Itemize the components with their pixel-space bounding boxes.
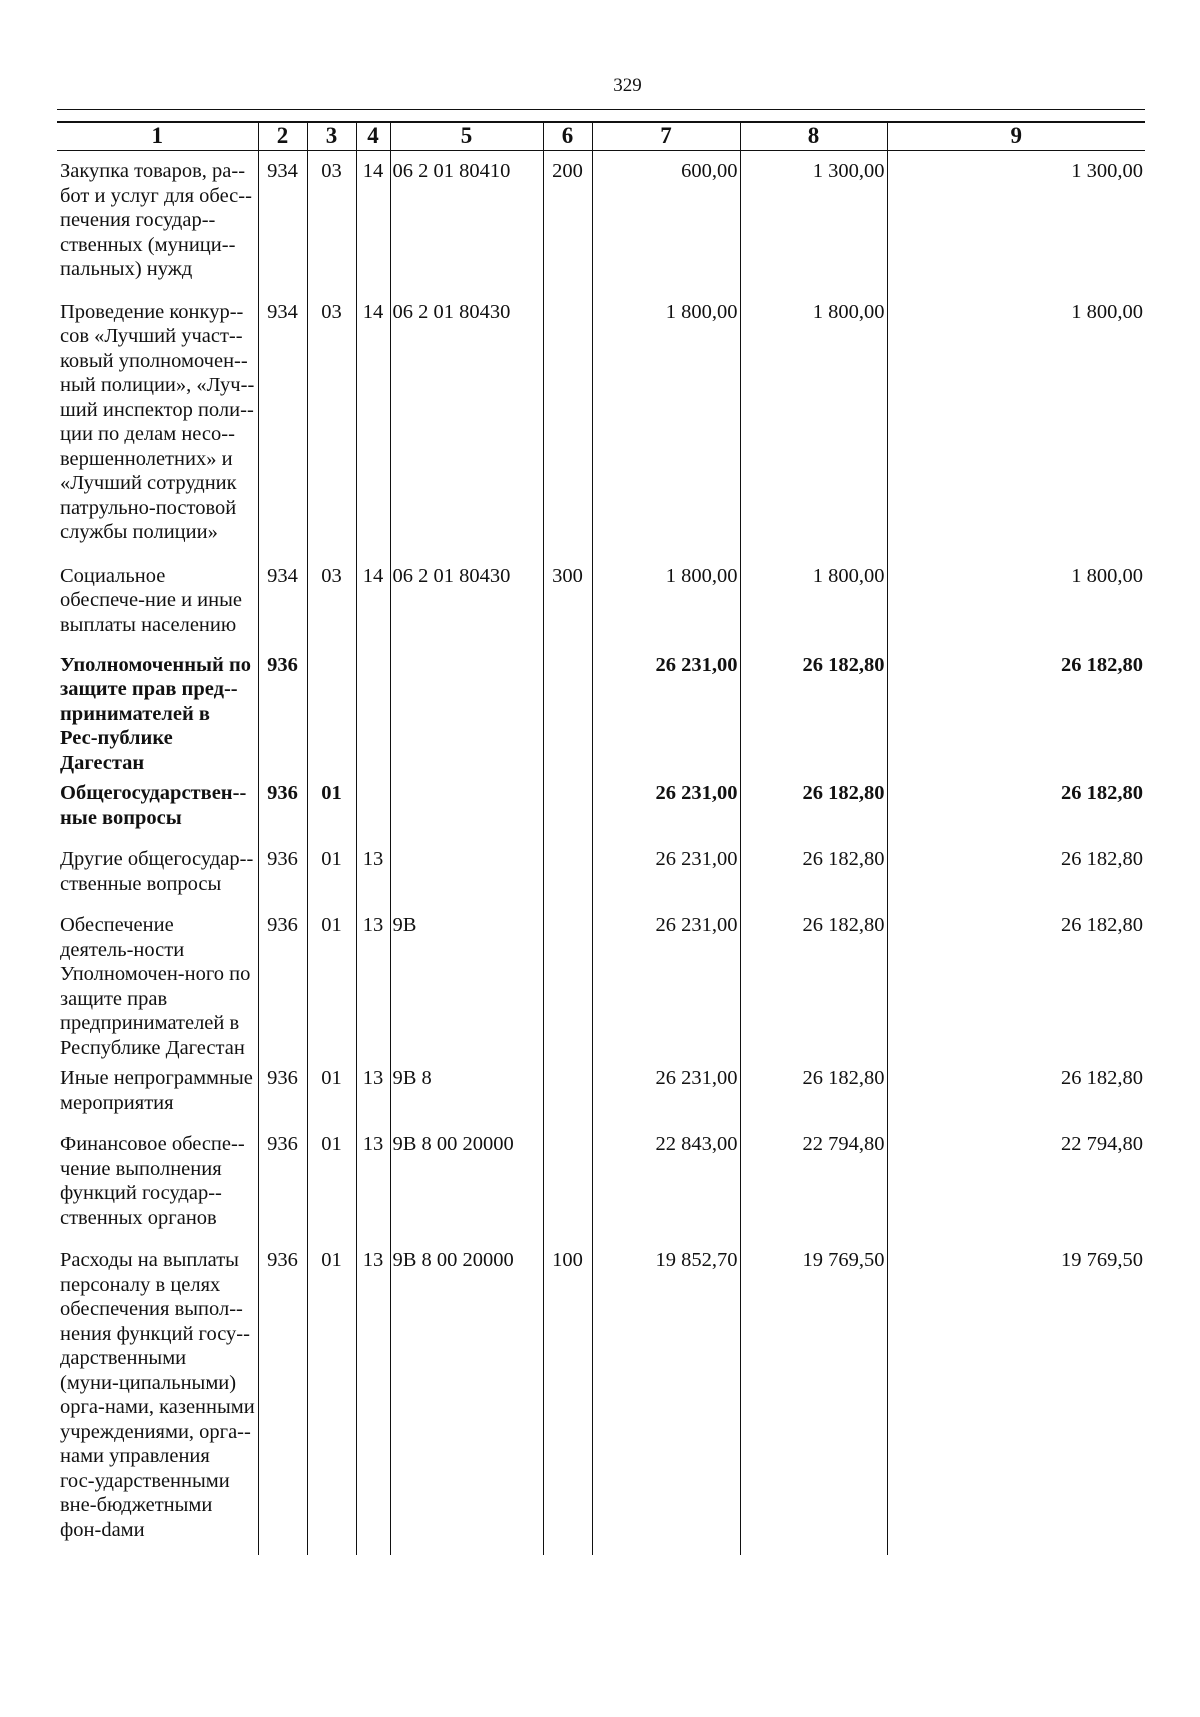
cell-col-3: 03 (307, 294, 356, 558)
cell-col-3: 01 (307, 907, 356, 1060)
table-body (57, 151, 1145, 1556)
row-name: Обеспечение деятель-ности Уполномочен-ного по защите прав предпринимателей в Республике Дагестан (60, 914, 251, 1059)
cell-col-6 (543, 775, 592, 841)
cell-col-9: 22 794,80 (887, 1126, 1145, 1242)
cell-col-5: 06 2 01 80410 (390, 151, 543, 294)
cell-col-3: 01 (307, 841, 356, 907)
cell-col-4 (356, 775, 390, 841)
cell-col-3: 03 (307, 151, 356, 294)
cell-col-3: 01 (307, 1126, 356, 1242)
cell-col-3: 01 (307, 1242, 356, 1555)
cell-col-6 (543, 907, 592, 1060)
cell-col-5: 9В (390, 907, 543, 1060)
row-name: Проведение конкур-сов «Лучший участ-ковый уполномочен-ный полиции», «Луч-ший инспектор поли-ции по делам несо-вершеннолетних» и «Лучший сотрудник патрульно-постовой службы полиции» (60, 300, 255, 543)
cell-col-7: 19 852,70 (592, 1242, 740, 1555)
cell-col-7: 26 231,00 (592, 841, 740, 907)
col-header-5: 5 (390, 122, 543, 151)
cell-col-8: 1 800,00 (740, 294, 887, 558)
row-name: Финансовое обеспе-чение выполнения функций государ-ственных органов (60, 1133, 245, 1229)
cell-col-3: 01 (307, 775, 356, 841)
cell-col-3: 01 (307, 1060, 356, 1126)
cell-col-4: 14 (356, 294, 390, 558)
row-name: Закупка товаров, ра-бот и услуг для обес-печения государ-ственных (муници-пальных) нужд (60, 160, 252, 280)
table-row (57, 1060, 1145, 1126)
cell-col-4: 13 (356, 1060, 390, 1126)
cell-col-8: 26 182,80 (740, 647, 887, 776)
cell-col-5 (390, 647, 543, 776)
cell-col-7: 26 231,00 (592, 775, 740, 841)
cell-col-6 (543, 294, 592, 558)
cell-col-6 (543, 1060, 592, 1126)
col-header-7: 7 (592, 122, 740, 151)
cell-col-7: 26 231,00 (592, 907, 740, 1060)
cell-col-2: 936 (258, 647, 307, 776)
cell-col-5: 9В 8 00 20000 (390, 1126, 543, 1242)
col-header-1: 1 (57, 122, 258, 151)
cell-col-4: 14 (356, 558, 390, 647)
table-row (57, 1242, 1145, 1555)
cell-col-6 (543, 647, 592, 776)
col-header-6: 6 (543, 122, 592, 151)
cell-col-8: 26 182,80 (740, 907, 887, 1060)
cell-col-3: 03 (307, 558, 356, 647)
cell-col-2: 936 (258, 1126, 307, 1242)
cell-col-6 (543, 841, 592, 907)
table-row (57, 1126, 1145, 1242)
cell-col-5: 06 2 01 80430 (390, 558, 543, 647)
cell-col-9: 19 769,50 (887, 1242, 1145, 1555)
cell-col-6: 300 (543, 558, 592, 647)
cell-col-9: 26 182,80 (887, 775, 1145, 841)
cell-col-9: 1 800,00 (887, 294, 1145, 558)
row-name: Социальное обеспече-ние и иные выплаты населению (60, 564, 242, 636)
cell-col-2: 936 (258, 1060, 307, 1126)
col-header-8: 8 (740, 122, 887, 151)
row-name: Общегосударствен-ные вопросы (60, 782, 247, 829)
cell-col-5 (390, 775, 543, 841)
table-row (57, 647, 1145, 776)
budget-table (57, 122, 1145, 1555)
cell-col-8: 26 182,80 (740, 841, 887, 907)
col-header-2: 2 (258, 122, 307, 151)
cell-col-2: 936 (258, 841, 307, 907)
cell-col-9: 26 182,80 (887, 1060, 1145, 1126)
cell-col-3 (307, 647, 356, 776)
cell-col-5: 9В 8 00 20000 (390, 1242, 543, 1555)
table-row (57, 294, 1145, 558)
row-name: Другие общегосудар-ственные вопросы (60, 848, 254, 895)
table-row (57, 151, 1145, 294)
cell-col-5: 9В 8 (390, 1060, 543, 1126)
table-row (57, 558, 1145, 647)
cell-col-4: 13 (356, 907, 390, 1060)
cell-col-9: 26 182,80 (887, 841, 1145, 907)
cell-col-7: 26 231,00 (592, 647, 740, 776)
cell-col-8: 1 800,00 (740, 558, 887, 647)
cell-col-8: 1 300,00 (740, 151, 887, 294)
cell-col-4 (356, 647, 390, 776)
cell-col-9: 26 182,80 (887, 907, 1145, 1060)
row-name: Иные непрограммные мероприятия (60, 1067, 253, 1114)
cell-col-6 (543, 1126, 592, 1242)
cell-col-8: 22 794,80 (740, 1126, 887, 1242)
cell-col-2: 936 (258, 907, 307, 1060)
cell-col-9: 1 300,00 (887, 151, 1145, 294)
cell-col-8: 26 182,80 (740, 1060, 887, 1126)
cell-col-2: 934 (258, 151, 307, 294)
table-row (57, 841, 1145, 907)
cell-col-4: 14 (356, 151, 390, 294)
cell-col-7: 26 231,00 (592, 1060, 740, 1126)
cell-col-8: 19 769,50 (740, 1242, 887, 1555)
cell-col-6: 100 (543, 1242, 592, 1555)
cell-col-4: 13 (356, 841, 390, 907)
cell-col-2: 936 (258, 1242, 307, 1555)
table-row (57, 775, 1145, 841)
cell-col-7: 1 800,00 (592, 558, 740, 647)
cell-col-7: 600,00 (592, 151, 740, 294)
cell-col-5 (390, 841, 543, 907)
cell-col-2: 934 (258, 558, 307, 647)
cell-col-4: 13 (356, 1126, 390, 1242)
table-top-rule-thin (57, 109, 1145, 110)
cell-col-2: 936 (258, 775, 307, 841)
row-name: Расходы на выплаты персоналу в целях обеспечения выпол-нения функций госу-дарственными (муни-ципальными) орга-нами, казенными учреждениями, орга-нами управления гос-ударственными вне-бюджетными фон-dами (60, 1249, 255, 1541)
cell-col-8: 26 182,80 (740, 775, 887, 841)
cell-col-5: 06 2 01 80430 (390, 294, 543, 558)
cell-col-2: 934 (258, 294, 307, 558)
table-row (57, 907, 1145, 1060)
col-header-9: 9 (887, 122, 1145, 151)
header-row (57, 122, 1145, 151)
col-header-3: 3 (307, 122, 356, 151)
row-name: Уполномоченный по защите прав пред-принимателей в Рес-публике Дагестан (60, 653, 252, 774)
cell-col-4: 13 (356, 1242, 390, 1555)
cell-col-6: 200 (543, 151, 592, 294)
page-number: 329 (613, 75, 642, 96)
cell-col-9: 26 182,80 (887, 647, 1145, 776)
cell-col-9: 1 800,00 (887, 558, 1145, 647)
cell-col-7: 22 843,00 (592, 1126, 740, 1242)
col-header-4: 4 (356, 122, 390, 151)
cell-col-7: 1 800,00 (592, 294, 740, 558)
